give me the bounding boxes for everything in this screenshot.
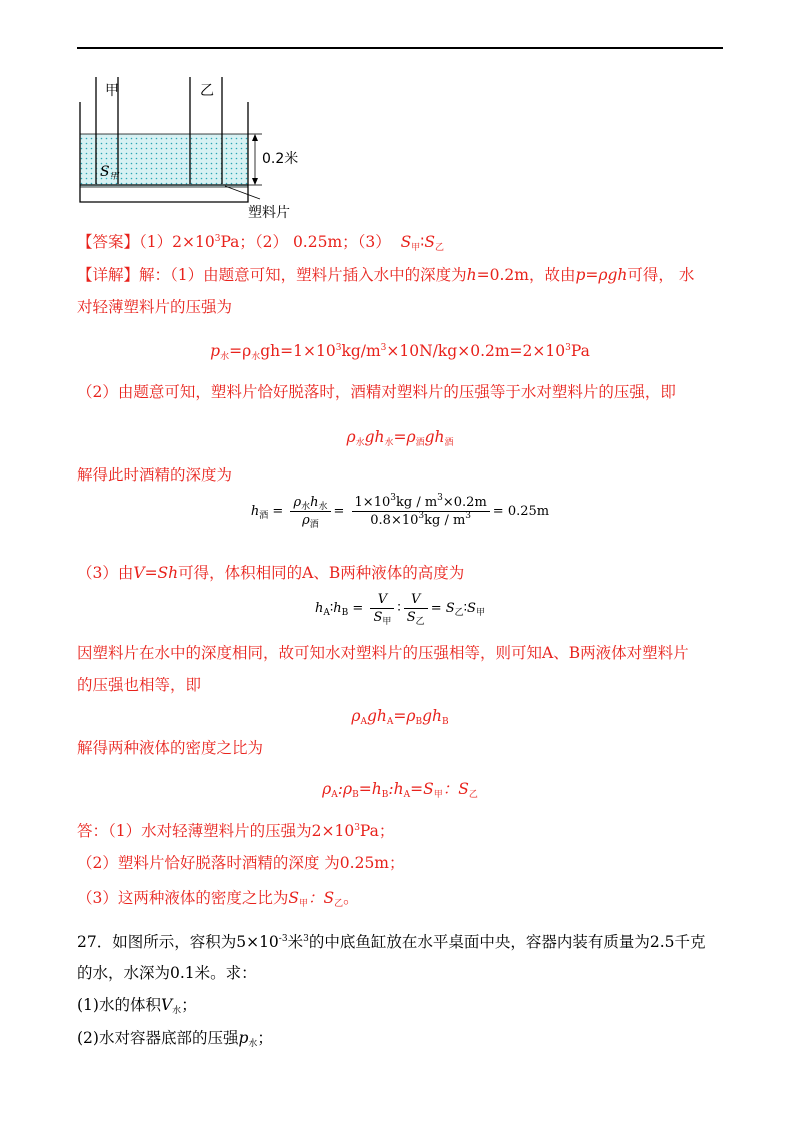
summary-line-3: [77, 888, 359, 908]
p4-a: （3）由: [77, 564, 134, 582]
eq5-rho: ρ: [351, 707, 361, 725]
detail-p1-c: 可得， 水: [627, 266, 695, 284]
eq6-a: :ρ: [337, 780, 353, 798]
eq6-B: B: [352, 790, 359, 800]
q27-l1-a: 27．如图所示，容积为5×10: [77, 933, 279, 951]
eq6-c: :h: [388, 780, 404, 798]
eq4-A: A: [323, 608, 330, 618]
eq5-A: A: [360, 717, 367, 727]
q27-q1-sub: 水: [172, 1006, 182, 1016]
q27-l1-exp2: 3: [303, 934, 309, 944]
eq3-frac-2: $\frac{1\times 10^3kg / m^3\times 0.2m}{0.8\times 10^3kg / m^3}$: [352, 495, 490, 528]
eq6-d: =S: [410, 780, 434, 798]
detail-para-5-line-1: 因塑料片在水中的深度相同，故可知水对塑料片的压强相等，则可知A、B两液体对塑料片: [77, 644, 689, 662]
eq4-s4: S: [467, 601, 476, 616]
label-s-jia: [100, 164, 119, 180]
eq3-d1-sub: 酒: [309, 520, 319, 530]
answer-tag: 【答案】: [77, 233, 140, 251]
answer-s1: S: [400, 233, 412, 251]
answer-colon: ∶: [420, 233, 425, 251]
equation-4: $h_A∶h_B$ = $\frac{V}{S_甲}$ ∶ $\frac{V}{S_乙}$ = $S_乙∶S_甲$: [315, 592, 485, 627]
eq1-p: p: [210, 342, 221, 360]
eq3-den2-b: kg / m: [424, 513, 466, 528]
eq4-frac-2: [404, 592, 428, 625]
eq1-end: Pa: [570, 342, 590, 360]
detail-p1-b: =0.2m，故由: [476, 266, 576, 284]
eq6-jia: 甲: [433, 790, 443, 800]
detail-p1-h: h: [466, 266, 477, 284]
q27-q1-v: V: [160, 996, 173, 1014]
summary-line-2: （2）塑料片恰好脱落时酒精的深度 为0.25m；: [77, 854, 405, 872]
p4-b: 可得，体积相同的A、B两种液体的高度为: [178, 564, 465, 582]
eq4-eq: =: [430, 601, 442, 616]
equation-5: [0, 706, 800, 726]
summary-l1-exp: 3: [354, 823, 360, 833]
q27-line-2: 的水，水深为0.1米。求：: [77, 964, 257, 982]
answer-line: [77, 232, 444, 252]
eq2-eq: =ρ: [393, 428, 416, 446]
eq1-rest: gh=1×10: [260, 342, 336, 360]
eq3-num2-c: ×0.2m: [442, 495, 487, 510]
summary-l1-b: Pa；: [359, 822, 395, 840]
eq3-frac-1: [290, 495, 330, 528]
detail-line-1: [77, 265, 694, 285]
summary-l3-a: （3）这两种液体的密度之比为: [77, 889, 289, 907]
equation-1: $p_水=\rho_水gh=1\times 10^3kg/m^3\times 10N/kg\times 0.2m=2\times 10^3Pa$: [210, 342, 590, 362]
summary-l1-a: 答：（1）水对轻薄塑料片的压强为2×10: [77, 822, 355, 840]
summary-l3-s: S: [288, 889, 299, 907]
eq3-n1: ρ: [293, 495, 302, 510]
eq3-d1: ρ: [302, 513, 310, 528]
eq4-yi: 乙: [415, 617, 425, 627]
eq2-sub-water: 水: [355, 438, 365, 448]
eq4-B: B: [341, 608, 349, 618]
container-diagram: [70, 72, 310, 222]
q27-q2-end: ；: [257, 1029, 273, 1047]
eq3-n1-sub: 水: [301, 502, 311, 512]
eq2-sub-water2: 水: [384, 438, 394, 448]
eq4-colon2: ∶: [397, 601, 401, 616]
eq3-num2: 1×10: [354, 495, 391, 510]
eq6-b: =h: [358, 780, 382, 798]
detail-para-3: 解得此时酒精的深度为: [77, 466, 233, 484]
q27-q1-a: (1)水的体积: [77, 996, 161, 1014]
answer-sub-yi: 乙: [434, 243, 444, 253]
eq2-gh: gh: [364, 428, 385, 446]
eq6-e: ：S: [442, 780, 469, 798]
summary-l3-jia: 甲: [299, 899, 309, 909]
eq3-den2: 0.8×10: [370, 513, 419, 528]
detail-para-6: 解得两种液体的密度之比为: [77, 739, 264, 757]
q27-l1-c: 的中底鱼缸放在水平桌面中央，容器内装有质量为2.5千克: [308, 933, 706, 951]
eq3-result: = 0.25m: [492, 504, 550, 519]
eq5-B: B: [415, 717, 423, 727]
eq6-A: A: [331, 790, 338, 800]
summary-l3-end: 。: [343, 889, 359, 907]
q27-q2-a: (2)水对容器底部的压强: [77, 1029, 239, 1047]
summary-line-1: [77, 821, 394, 841]
label-s-letter: S: [100, 164, 110, 180]
p4-formula: V=Sh: [133, 564, 179, 582]
eq4-colon3: ∶: [463, 601, 468, 616]
equation-6: [0, 779, 800, 799]
label-height: 0.2米: [262, 151, 299, 167]
detail-para-5-line-2: 的压强也相等，即: [77, 676, 202, 694]
eq1-rest3: ×10N/kg×0.2m=2×10: [386, 342, 566, 360]
label-plastic-sheet: 塑料片: [248, 205, 290, 221]
eq5-gh2: gh: [422, 707, 443, 725]
detail-para-4: [77, 563, 464, 583]
q27-sub-1: [77, 995, 197, 1015]
equation-2: [0, 427, 800, 447]
eq5-A2: A: [386, 717, 394, 727]
summary-l3-yi: 乙: [334, 899, 344, 909]
answer-text-b: Pa；（2） 0.25m；（3）: [220, 233, 391, 251]
detail-p1-formula: p=ρgh: [575, 266, 628, 284]
equation-3: $h_酒$ = $\frac{\rho_水h_水}{\rho_酒}$ = $\frac{1\times 10^3kg / m^3\times 0.2m}{0.8\times 10^3kg / m^3}$ = 0.25m: [250, 493, 550, 530]
eq1-rest2: kg/m: [341, 342, 381, 360]
q27-l1-b: 米: [287, 933, 304, 951]
summary-l3-colon: ：S: [308, 889, 335, 907]
q27-q2-p: p: [238, 1029, 249, 1047]
answer-exp: 3: [214, 234, 221, 244]
eq2-rho: ρ: [346, 428, 356, 446]
answer-sub-jia: 甲: [411, 243, 421, 253]
eq2-sub-alc2: 酒: [444, 438, 454, 448]
detail-tag: 【详解】: [77, 266, 140, 284]
eq6-yi: 乙: [468, 790, 478, 800]
eq3-n2: h: [310, 495, 319, 510]
header-rule: [77, 47, 723, 49]
eq5-B2: B: [442, 717, 449, 727]
q27-q1-end: ；: [181, 996, 197, 1014]
eq6-B2: B: [381, 790, 389, 800]
detail-para-2: （2）由题意可知，塑料片恰好脱落时，酒精对塑料片的压强等于水对塑料片的压强，即: [77, 383, 676, 401]
answer-s2: S: [424, 233, 435, 251]
eq1-sub2: 水: [251, 352, 261, 362]
eq3-lhs: h: [250, 504, 260, 519]
eq1-sub: 水: [220, 352, 230, 362]
eq2-sub-alc: 酒: [415, 438, 425, 448]
eq1-eq: =ρ: [229, 342, 252, 360]
eq4-jia2: 甲: [475, 608, 485, 618]
eq4-h2: h: [333, 601, 342, 616]
eq4-jia: 甲: [382, 617, 392, 627]
eq4-yi2: 乙: [454, 608, 464, 618]
eq4-v1: V: [377, 592, 388, 607]
eq4-s3: S: [445, 601, 455, 616]
eq5-eq: =ρ: [393, 707, 416, 725]
eq6-rho: ρ: [322, 780, 332, 798]
q27-q2-sub: 水: [248, 1039, 258, 1049]
label-jia: 甲: [105, 83, 119, 99]
q27-line-1: [77, 932, 705, 952]
eq6-A2: A: [403, 790, 411, 800]
detail-line-2: 对轻薄塑料片的压强为: [77, 298, 233, 316]
detail-p1-a: 解：（1）由题意可知，塑料片插入水中的深度为: [139, 266, 467, 284]
label-yi: 乙: [200, 83, 214, 99]
q27-l1-exp: -3: [278, 934, 288, 944]
eq4-v2: V: [411, 592, 421, 607]
eq5-gh: gh: [366, 707, 387, 725]
answer-text-a: （1）2×10: [139, 233, 215, 251]
eq3-n2-sub: 水: [318, 502, 328, 512]
eq3-num2-b: kg / m: [395, 495, 438, 510]
eq2-gh2: gh: [424, 428, 445, 446]
eq4-s1: S: [373, 610, 383, 625]
label-s-sub: 甲: [109, 172, 119, 182]
q27-sub-2: [77, 1028, 273, 1048]
eq4-frac-1: [370, 592, 394, 625]
eq4-colon1: ∶: [329, 601, 334, 616]
eq4-s2: S: [406, 610, 416, 625]
eq4-h1: h: [315, 601, 324, 616]
eq3-lhs-sub: 酒: [259, 511, 269, 521]
